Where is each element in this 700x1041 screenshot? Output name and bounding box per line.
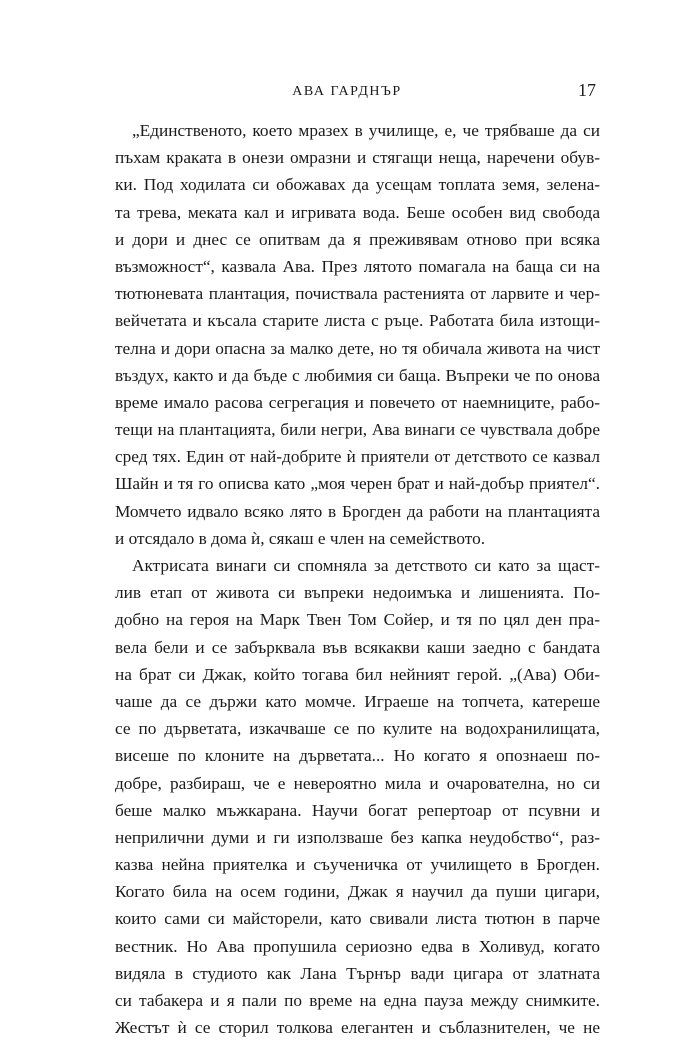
- page-number: 17: [578, 80, 596, 100]
- text-line: телна и дори опасна за малко дете, но тя обичала живота на чист: [115, 338, 600, 358]
- body-text: [115, 117, 600, 1041]
- text-line: лив етап от живота си въпреки недоимъка и лишенията. По-: [115, 583, 600, 603]
- text-line: се по дърветата, изкачваше се по кулите на водохранилищата,: [115, 719, 600, 739]
- text-line: казва нейна приятелка и съученичка от училището в Брогден.: [115, 855, 600, 875]
- text-line: си табакера и я пали по време на една пауза между снимките.: [115, 991, 600, 1010]
- text-line: Момчето идвало всяко лято в Брогден да работи на плантацията: [115, 501, 600, 521]
- text-line: на брат си Джак, който тогава бил нейният герой. „(Ава) Оби-: [115, 664, 600, 684]
- text-line: сред тях. Един от най-добрите ѝ приятели от детството се казвал: [115, 447, 600, 467]
- paragraph: [115, 117, 600, 552]
- text-line: вестник. Но Ава пропушила сериозно едва в Холивуд, когато: [115, 936, 600, 956]
- text-line: тещи на плантацията, били негри, Ава винаги се чувствала добре: [115, 420, 600, 440]
- text-line: възможност“, казвала Ава. През лятото помагала на баща си на: [115, 256, 600, 276]
- text-line: и отсядало в дома ѝ, сякаш е член на семейството.: [115, 528, 486, 548]
- text-line: Шайн и тя го описва като „моя черен брат и най-добър приятел“.: [115, 474, 600, 494]
- paragraph: [115, 552, 600, 1041]
- text-line: и дори и днес се опитвам да я преживявам отново при всяка: [115, 229, 600, 249]
- text-line: Актрисата винаги си спомняла за детството си като за щаст-: [132, 556, 600, 575]
- text-line: ки. Под ходилата си обожавах да усещам топлата земя, зелена-: [115, 175, 600, 195]
- text-line: „Единственото, което мразех в училище, е, че трябваше да си: [132, 121, 600, 140]
- text-line: време имало расова сегрегация и повечето от наемниците, рабо-: [115, 392, 600, 412]
- text-line: Когато била на осем години, Джак я научил да пуши цигари,: [115, 882, 600, 902]
- text-line: та трева, меката кал и игривата вода. Беше особен вид свобода: [115, 202, 600, 222]
- running-header: [98, 76, 596, 106]
- text-line: добно на героя на Марк Твен Том Сойер, и тя по цял ден пра-: [115, 610, 600, 630]
- text-line: вейчетата и късала старите листа с ръце. Работата била изтощи-: [115, 311, 600, 331]
- text-line: вела бели и се забърквала във всякакви каши заедно с бандата: [115, 637, 600, 657]
- text-line: беше малко мъжкарана. Научи богат репертоар от псувни и: [115, 800, 600, 820]
- text-line: висеше по клоните на дърветата... Но когато я опознаеш по-: [115, 746, 600, 766]
- header-author-name: АВА ГАРДНЪР: [292, 84, 402, 99]
- text-line: добре, разбираш, че е невероятно мила и очарователна, но си: [115, 773, 600, 793]
- text-line: които сами си майсторели, като свивали листа тютюн в парче: [115, 909, 600, 929]
- text-line: неприлични думи и ги използваше без капка неудобство“, раз-: [115, 827, 600, 847]
- text-line: пъхам краката в онези омразни и стягащи неща, наречени обув-: [115, 148, 600, 168]
- text-line: въздух, както и да бъде с любимия си баща. Въпреки че по онова: [115, 365, 600, 385]
- text-line: видяла в студиото как Лана Търнър вади цигара от златната: [115, 963, 600, 983]
- text-line: тютюневата плантация, почиствала растенията от ларвите и чер-: [115, 284, 600, 304]
- text-line: чаше да се държи като момче. Играеше на топчета, катереше: [115, 691, 600, 711]
- text-line: Жестът ѝ се сторил толкова елегантен и съблазнителен, че не: [115, 1018, 600, 1038]
